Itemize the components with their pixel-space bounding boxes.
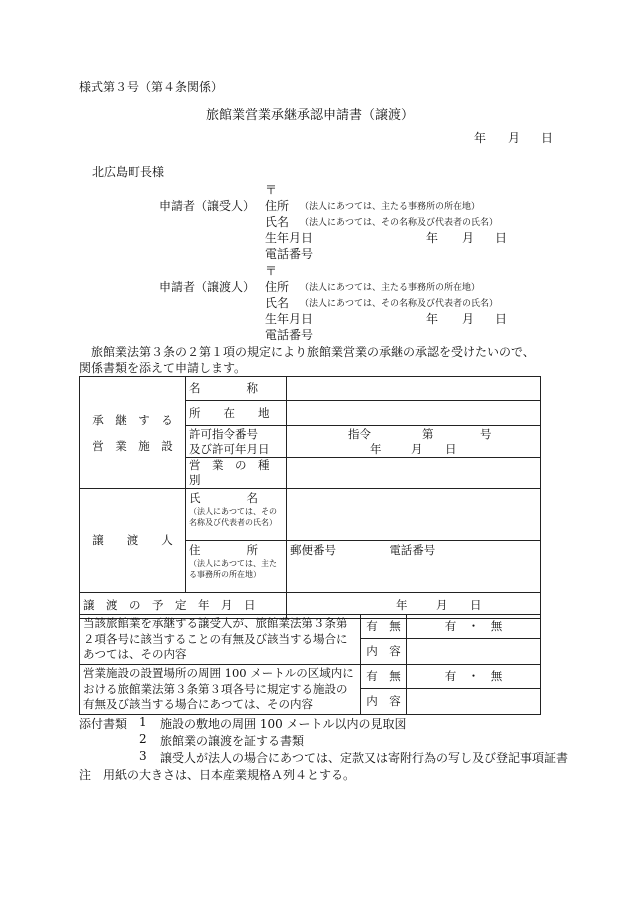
- permit-day: 日: [445, 441, 457, 456]
- transferor-birth-month: 月: [462, 312, 475, 326]
- transferor-birth-year: 年: [426, 312, 439, 326]
- transfer-month: 月: [436, 598, 448, 612]
- permit-label-1: 許可指令番号: [189, 426, 258, 441]
- t-name-label: 氏 名: [189, 491, 258, 505]
- attachment-3-text: 譲受人が法人の場合にあつては、定款又は寄附行為の写し及び登記事項証書: [160, 751, 569, 765]
- permit-label: [186, 426, 287, 458]
- receiver-name-label: 氏名: [265, 215, 290, 229]
- postal-label: 郵便番号: [290, 543, 336, 557]
- facility-label-2: 営 業 施 設: [92, 438, 173, 453]
- facility-name-field[interactable]: [287, 377, 541, 401]
- receiver-phone-label: 電話番号: [265, 247, 314, 261]
- q1-umu-value[interactable]: 有 ・ 無: [407, 615, 541, 639]
- transferor-birth-day: 日: [495, 312, 508, 326]
- receiver-birth-year: 年: [426, 231, 439, 245]
- receiver-birth-label: 生年月日: [265, 231, 314, 245]
- permit-go: 号: [480, 426, 492, 441]
- date-day: 日: [541, 131, 554, 145]
- transferor-phone-label: 電話番号: [265, 328, 314, 342]
- date-year: 年: [474, 131, 487, 145]
- permit-field[interactable]: [287, 426, 541, 458]
- form-number: 様式第３号（第４条関係）: [79, 80, 224, 94]
- question-2-table: [79, 664, 541, 715]
- postal-mark: 〒: [265, 183, 278, 197]
- q1-naiyo-field[interactable]: [407, 639, 541, 665]
- receiver-birth-month: 月: [462, 231, 475, 245]
- transfer-date-label: 譲 渡 の 予 定 年 月 日: [80, 593, 287, 619]
- date-month: 月: [508, 131, 521, 145]
- receiver-address-note: （法人にあつては、主たる事務所の所在地）: [300, 202, 481, 212]
- q1-naiyo-label: 内 容: [361, 639, 407, 665]
- transferor-address-field[interactable]: [287, 541, 541, 593]
- business-type-label: 営 業 の 種 別: [186, 458, 287, 489]
- t-address-label-cell: [186, 541, 287, 593]
- facility-label-cell: [80, 377, 186, 489]
- name-label: 名 称: [186, 377, 287, 401]
- receiver-name-note: （法人にあつては、その名称及び代表者の氏名）: [300, 218, 499, 228]
- attachments-label: 添付書類: [79, 717, 128, 731]
- transferor-name-note: （法人にあつては、その名称及び代表者の氏名）: [300, 299, 499, 309]
- t-name-note: （法人にあつては、その名称及び代表者の氏名）: [189, 507, 277, 527]
- attachment-2-text: 旅館業の譲渡を証する書類: [160, 734, 305, 748]
- permit-month: 月: [411, 441, 423, 456]
- receiver-birth-day: 日: [495, 231, 508, 245]
- transferor-address-note: （法人にあつては、主たる事務所の所在地）: [300, 283, 481, 293]
- question-1-table: [79, 614, 541, 665]
- location-label: 所 在 地: [186, 401, 287, 426]
- permit-year: 年: [370, 441, 382, 456]
- facility-location-field[interactable]: [287, 401, 541, 426]
- q2-naiyo-field[interactable]: [407, 689, 541, 715]
- q2-naiyo-label: 内 容: [361, 689, 407, 715]
- q1-umu-label: 有 無: [361, 615, 407, 639]
- business-type-field[interactable]: [287, 458, 541, 489]
- applicant-transferor-label: 申請者（譲渡人）: [159, 280, 256, 294]
- t-address-label: 住 所: [189, 543, 258, 557]
- addressee: 北広島町長様: [92, 165, 165, 179]
- note: 注 用紙の大きさは、日本産業規格Ａ列４とする。: [79, 768, 356, 782]
- attachment-2-num: 2: [139, 732, 147, 746]
- transfer-year: 年: [396, 598, 408, 612]
- permit-shirei: 指令: [348, 426, 371, 441]
- q2-umu-value[interactable]: 有 ・ 無: [407, 665, 541, 689]
- q2-umu-label: 有 無: [361, 665, 407, 689]
- q2-text: 営業施設の設置場所の周囲 100 メートルの区域内における旅館業法第３条第３項各号に規定する施設の有無及び該当する場合にあつては、その内容: [80, 665, 361, 715]
- transferor-label: 譲 渡 人: [80, 489, 186, 593]
- page-title: 旅館業営業承継承認申請書（譲渡）: [206, 108, 415, 123]
- transfer-day: 日: [470, 598, 482, 612]
- transferor-name-label: 氏名: [265, 296, 290, 310]
- facility-table: [79, 376, 541, 619]
- permit-label-2: 及び許可年月日: [189, 441, 270, 456]
- attachment-3-num: 3: [139, 749, 147, 763]
- attachment-1-text: 施設の敷地の周囲 100 メートル以内の見取図: [160, 717, 407, 731]
- q1-text: 当該旅館業を承継する譲受人が、旅館業法第３条第２項各号に該当することの有無及び該当する場合にあつては、その内容: [80, 615, 361, 665]
- receiver-address-label: 住所: [265, 199, 290, 213]
- transferor-address-label: 住所: [265, 280, 290, 294]
- applicant-receiver-label: 申請者（譲受人）: [159, 199, 256, 213]
- t-name-label-cell: [186, 489, 287, 541]
- transferor-birth-label: 生年月日: [265, 312, 314, 326]
- permit-dai: 第: [422, 426, 434, 441]
- body-text: 旅館業法第３条の２第１項の規定により旅館業営業の承継の承認を受けたいので、関係書類を添えて申請します。: [79, 345, 535, 375]
- facility-label-1: 承 継 す る: [92, 412, 173, 427]
- attachment-1-num: 1: [139, 715, 147, 729]
- transferor-name-field[interactable]: [287, 489, 541, 541]
- postal-mark-2: 〒: [265, 264, 278, 278]
- t-phone-label: 電話番号: [389, 543, 436, 557]
- t-address-note: （法人にあつては、主たる事務所の所在地）: [189, 559, 277, 579]
